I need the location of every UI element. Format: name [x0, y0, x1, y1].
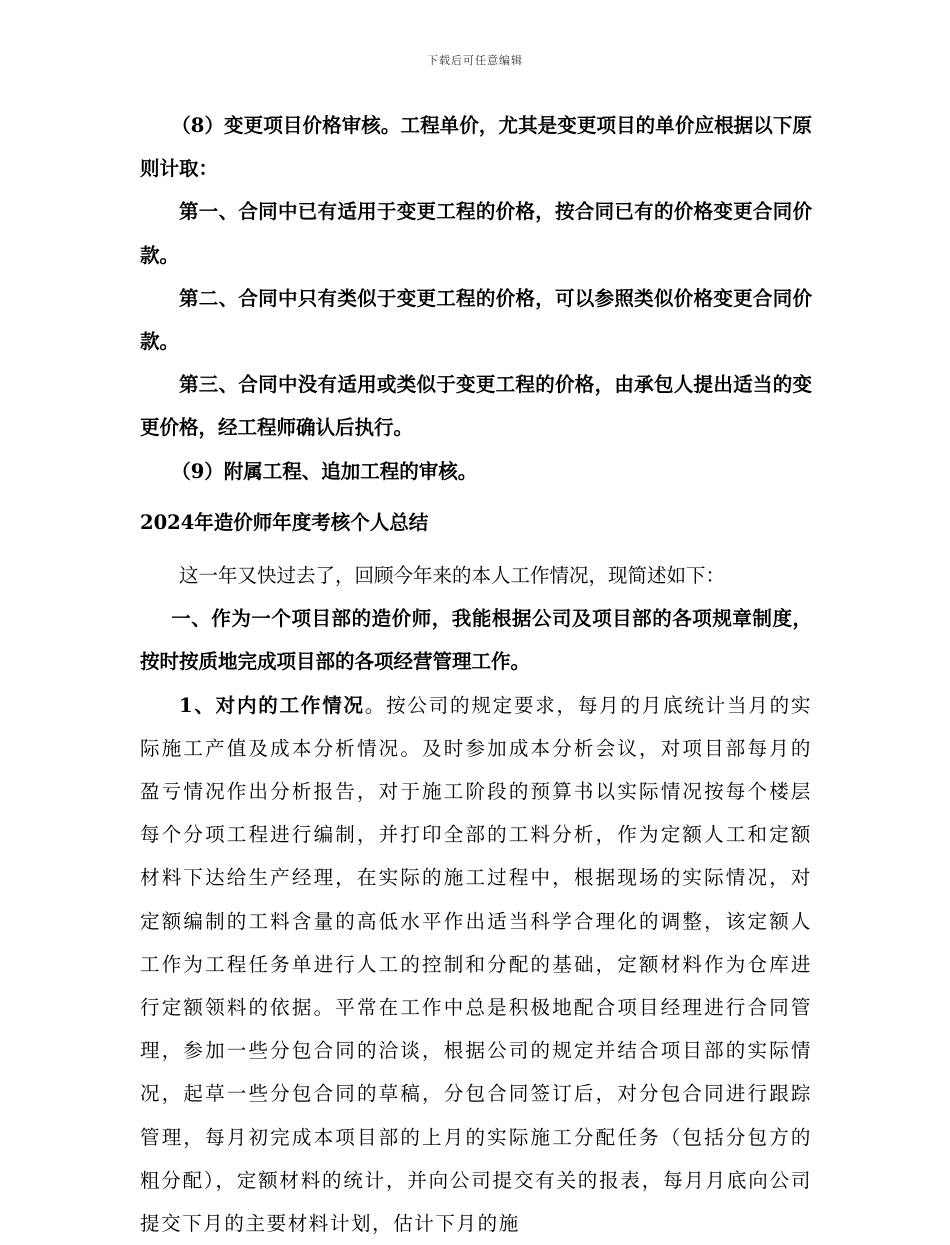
section-1-heading: 一、作为一个项目部的造价师，我能根据公司及项目部的各项规章制度，按时按质地完成项目部的各项经营管理工作。 [140, 607, 812, 674]
paragraph-second-principle: 第二、合同中只有类似于变更工程的价格，可以参照类似价格变更合同价款。 [140, 286, 812, 354]
item-1-lead: 1、对内的工作情况 [179, 693, 365, 717]
document-body [140, 104, 812, 1245]
document-title: 2024年造价师年度考核个人总结 [140, 510, 429, 534]
item-1-paragraph [140, 684, 812, 1245]
paragraph-third-principle: 第三、合同中没有适用或类似于变更工程的价格，由承包人提出适当的变更价格，经工程师确认后执行。 [140, 373, 812, 440]
intro-paragraph: 这一年又快过去了，回顾今年来的本人工作情况，现简述如下： [179, 564, 726, 588]
item-1-body: 。按公司的规定要求，每月的月底统计当月的实际施工产值及成本分析情况。及时参加成本分析会议，对项目部每月的盈亏情况作出分析报告，对于施工阶段的预算书以实际情况按每个楼层每个分项工程进行编制，并打印全部的工料分析，作为定额人工和定额材料下达给生产经理，在实际的施工过程中，根据现场的实际情况，对定额编制的工料含量的高低水平作出适当科学合理化的调整，该定额人工作为工程任务单进行人工的控制和分配的基础，定额材料作为仓库进行定额领料的依据。平常在工作中总是积极地配合项目经理进行合同管理，参加一些分包合同的洽谈，根据公司的规定并结合项目部的实际情况，起草一些分包合同的草稿，分包合同签订后，对分包合同进行跟踪管理，每月初完成本项目部的上月的实际施工分配任务（包括分包方的粗分配），定额材料的统计，并向公司提交有关的报表，每月月底向公司提交下月的主要材料计划，估计下月的施 [140, 693, 812, 1236]
page-header: 下载后可任意编辑 [427, 54, 523, 67]
paragraph-item-8: （8）变更项目价格审核。工程单价，尤其是变更项目的单价应根据以下原则计取： [140, 114, 812, 181]
paragraph-first-principle: 第一、合同中已有适用于变更工程的价格，按合同已有的价格变更合同价款。 [140, 200, 812, 267]
paragraph-item-9: （9）附属工程、追加工程的审核。 [171, 459, 478, 483]
